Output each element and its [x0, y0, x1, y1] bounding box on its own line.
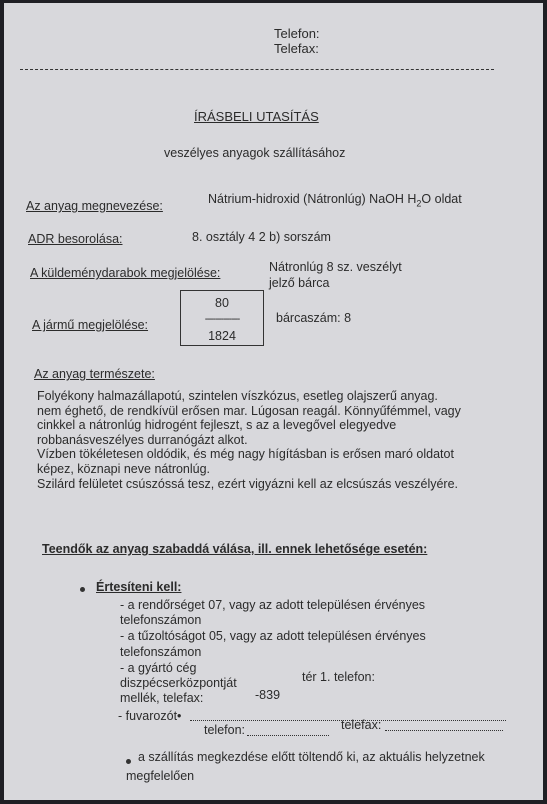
document-title: ÍRÁSBELI UTASÍTÁS	[194, 109, 319, 124]
document-subtitle: veszélyes anyagok szállításához	[164, 146, 346, 160]
bullet-icon	[126, 759, 131, 764]
notify-label: Értesíteni kell:	[96, 580, 182, 594]
nature-line: Folyékony halmazállapotú, szintelen víszkózus, esetleg olajszerű anyag.	[37, 389, 438, 403]
package-value-line1: Nátronlúg 8 sz. veszélyt	[269, 260, 402, 274]
nature-line: robbanásveszélyes durranógázt alkot.	[37, 432, 248, 447]
fire-phone-line: telefonszámon	[120, 645, 202, 659]
adr-value: 8. osztály 4 2 b) sorszám	[192, 230, 331, 244]
nature-line: Szilárd felületet csúszóssá tesz, ezért vigyázni kell az elcsúszás veszélyére.	[37, 476, 459, 491]
nature-line: képez, köznapi neve nátronlúg.	[37, 461, 211, 476]
nature-line: Vízben tökéletesen oldódik, és még nagy hígításban is erősen maró oldatot	[37, 447, 454, 462]
vehicle-value: bárcaszám: 8	[276, 311, 352, 325]
note-line1: a szállítás megkezdése előtt töltendő ki, az aktuális helyzetnek	[138, 750, 485, 764]
header-divider	[20, 69, 494, 70]
material-name-label: Az anyag megnevezése:	[26, 199, 163, 213]
extension-fax-line: mellék, telefax:	[120, 691, 204, 705]
carrier-phone-fill	[247, 735, 329, 736]
document-page	[4, 3, 543, 800]
package-label: A küldeménydarabok megjelölése:	[30, 266, 221, 280]
nature-line: nem éghető, de rendkívül erősen mar. Lúgosan reagál. Könnyűfémmel, vagy	[37, 403, 461, 418]
phone-label: Telefon:	[274, 26, 320, 41]
police-phone-line: telefonszámon	[120, 613, 202, 627]
bullet-icon	[80, 587, 85, 592]
nature-paragraph	[37, 389, 507, 491]
plate-un-number: 1824	[208, 329, 236, 343]
fire-line: - a tűzoltóságot 05, vagy az adott településen érvényes	[120, 629, 426, 643]
note-line2: megfelelően	[126, 769, 195, 783]
adr-label: ADR besorolása:	[28, 232, 123, 246]
plate-hazard-number: 80	[215, 296, 229, 310]
carrier-phone-label: telefon:	[204, 723, 246, 737]
plate-divider: -------------	[204, 313, 240, 325]
nature-label: Az anyag természete:	[34, 367, 155, 381]
fax-label: Telefax:	[274, 41, 319, 56]
nature-line: cinkkel a nátronlúg hidrogént fejleszt, s az a levegővel elegyedve	[37, 418, 397, 433]
carrier-fax-label: telefax:	[341, 718, 382, 732]
vehicle-label: A jármű megjelölése:	[32, 318, 149, 332]
address-phone-line: tér 1. telefon:	[302, 670, 375, 684]
dispatcher-line: diszpécserközpontját	[120, 676, 237, 690]
manufacturer-line: - a gyártó cég	[120, 661, 197, 675]
material-name-value: Nátrium-hidroxid (Nátronlúg) NaOH $H_2O$ oldat	[208, 192, 462, 209]
package-value-line2: jelző bárca	[269, 276, 330, 290]
police-line: - a rendőrséget 07, vagy az adott településen érvényes	[120, 598, 426, 612]
release-heading: Teendők az anyag szabaddá válása, ill. ennek lehetősége esetén:	[42, 542, 428, 556]
carrier-line: - fuvarozót•	[118, 709, 182, 723]
carrier-fax-fill	[385, 730, 503, 731]
orange-plate	[180, 290, 264, 346]
extension-number: -839	[255, 688, 281, 702]
